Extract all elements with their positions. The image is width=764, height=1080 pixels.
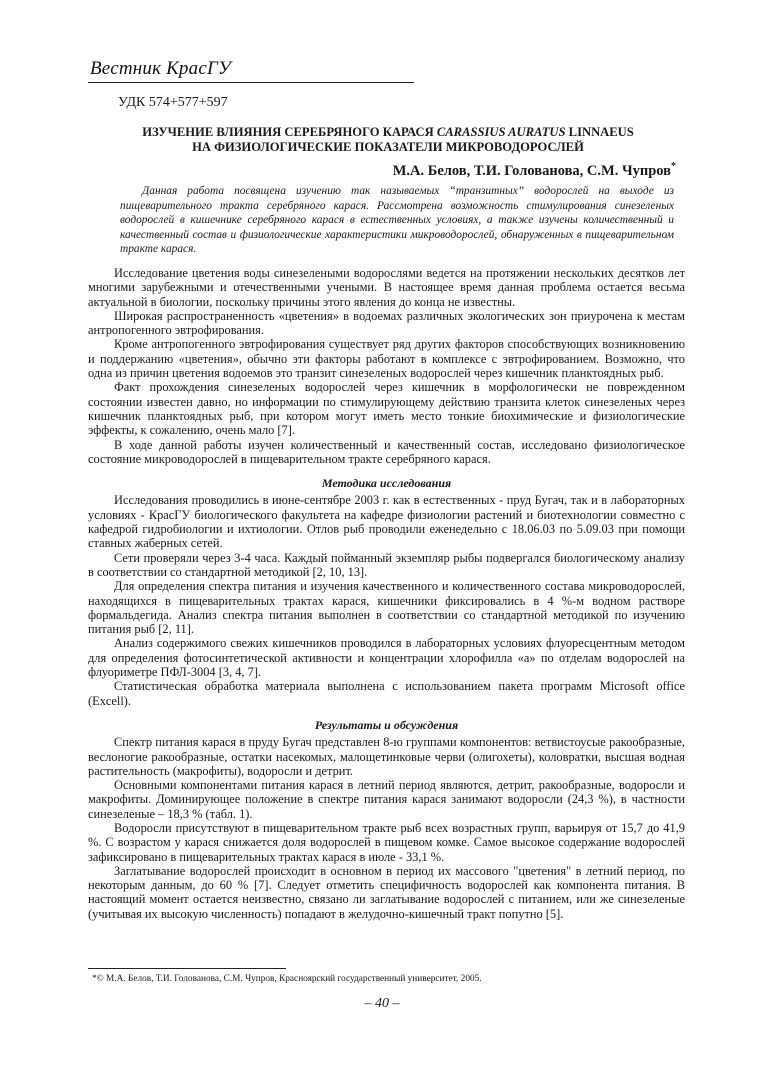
results-paragraph: Основными компонентами питания карася в летний период являются, детрит, ракообразные, водоросли и макрофиты. Доминирующее положение в спектре питания карася занимают водоросли (24,3 %), в частности синезеленые – 18,3 % (табл. 1). — [88, 778, 685, 821]
article-title — [100, 125, 676, 154]
authors — [393, 161, 676, 180]
abstract: Данная работа посвящена изучению так называемых “транзитных” водорослей на выходе из пищеварительного тракта серебряного карася. Рассмотрена возможность стимулирования синезеленых водорослей в кишечнике серебряного карася в естественных условиях, а также изучены количественный и качественный состав и физиологические характеристики микроводорослей, обнаруженных в пищеварительном тракте карася. — [120, 185, 674, 256]
header-rule — [88, 82, 414, 83]
udc-code: УДК 574+577+597 — [118, 95, 228, 110]
results-paragraph: Спектр питания карася в пруду Бугач представлен 8-ю группами компонентов: ветвистоусые ракообразные, веслоногие ракообразные, остатки насекомых, малощетинковые черви (олигохеты), коловратки, высшая водная растительность (макрофиты), водоросли и детрит. — [88, 735, 685, 778]
article-body — [88, 266, 685, 921]
intro-paragraph: Широкая распространенность «цветения» в водоемах различных экологических зон приурочена к местам антропогенного эвтрофирования. — [88, 308, 685, 338]
results-paragraph: Водоросли присутствуют в пищеварительном тракте рыб всех возрастных групп, варьируя от 15,7 до 41,9 %. С возрастом у карася снижается доля водорослей в пищевом комке. Самое высокое содержание водорослей зафиксировано в пищеварительных трактах карася в июле - 33,1 %. — [88, 820, 685, 864]
title-part-2: LINNAEUS — [565, 125, 634, 139]
title-part-1: ИЗУЧЕНИЕ ВЛИЯНИЯ СЕРЕБРЯНОГО КАРАСЯ — [142, 125, 437, 139]
journal-header: Вестник КрасГУ — [90, 58, 231, 79]
intro-paragraph: В ходе данной работы изучен количественный и качественный состав, исследовано физиологическое состояние микроводорослей в пищеварительном тракте серебряного карася. — [88, 437, 685, 466]
intro-paragraph: Исследование цветения воды синезелеными водорослями ведется на протяжении нескольких десятков лет многими зарубежными и отечественными учеными. В настоящее время данная проблема остается весьма актуальной в биологии, поскольку причины этого явления до конца не известны. — [88, 266, 685, 309]
results-paragraph: Заглатывание водорослей происходит в основном в период их массового "цветения" в летний период, по некоторым данным, до 60 % [7]. Следует отметить специфичность водорослей как компонента питания. В настоящий момент остается неизвестно, связано ли заглатывание водорослей с питанием, или же синезеленые (учитывая их высокую численность) попадают в желудочно-кишечный тракт попутно [5]. — [88, 863, 685, 921]
methods-paragraph: Исследования проводились в июне-сентябре 2003 г. как в естественных - пруд Бугач, так и в лабораторных условиях - КрасГУ биологического факультета на кафедре физиологии растений и биотехнологии совместно с кафедрой гидробиологии и ихтиологии. Отлов рыб проводили еженедельно с 18.06.03 по 5.09.03 при помощи ставных жаберных сетей. — [88, 493, 685, 551]
methods-heading: Методика исследования — [321, 476, 452, 491]
methods-paragraph: Статистическая обработка материала выполнена с использованием пакета программ Microsoft office (Excell). — [88, 679, 685, 708]
methods-paragraph: Анализ содержимого свежих кишечников проводился в лабораторных условиях флуоресцентным методом для определения фотосинтетической активности и концентрации хлорофилла «а» по отделам водорослей на флуориметре ПФЛ-3004 [3, 4, 7]. — [88, 636, 685, 680]
page-number: – 40 – — [364, 996, 400, 1011]
methods-paragraph: Для определения спектра питания и изучения качественного и количественного состава микроводорослей, находящихся в пищеварительных трактах карася, кишечники фиксировались в 4 %-м водном растворе формальдегида. Анализ спектра питания выполнен в соответствии со стандартной методикой по изучению питания рыб [2, 11]. — [88, 579, 685, 637]
footnote-rule — [88, 968, 286, 969]
methods-paragraph: Сети проверяли через 3-4 часа. Каждый пойманный экземпляр рыбы подвергался биологическому анализу в соответствии со стандартной методикой [2, 10, 13]. — [88, 550, 685, 579]
author-names: М.А. Белов, Т.И. Голованова, С.М. Чупров — [392, 162, 671, 179]
results-heading: Результаты и обсуждения — [314, 717, 459, 732]
title-line-2: НА ФИЗИОЛОГИЧЕСКИЕ ПОКАЗАТЕЛИ МИКРОВОДОРОСЛЕЙ — [192, 139, 584, 154]
title-species: CARASSIUS AURATUS — [436, 125, 566, 139]
intro-paragraph: Факт прохождения синезеленых водорослей через кишечник в морфологически не поврежденном состоянии известен давно, но информации по стимулирующему действию транзита клеток синезеленых через кишечник планктоядных рыб, при котором могут иметь место тонкие биохимические и физиологические эффекты, к сожалению, очень мало [7]. — [88, 380, 685, 438]
footnote: *© М.А. Белов, Т.И. Голованова, С.М. Чупров, Красноярский государственный университет, 2005. — [92, 974, 482, 984]
footnote-marker: * — [671, 161, 676, 172]
intro-paragraph: Кроме антропогенного эвтрофирования существует ряд других факторов способствующих возникновению и поддержанию «цветения», обычно эти факторы работают в комплексе с эвтрофированием. Возможно, что одна из причин цветения водоемов это транзит синезеленых водорослей через кишечник планктоядных рыб. — [88, 337, 685, 381]
